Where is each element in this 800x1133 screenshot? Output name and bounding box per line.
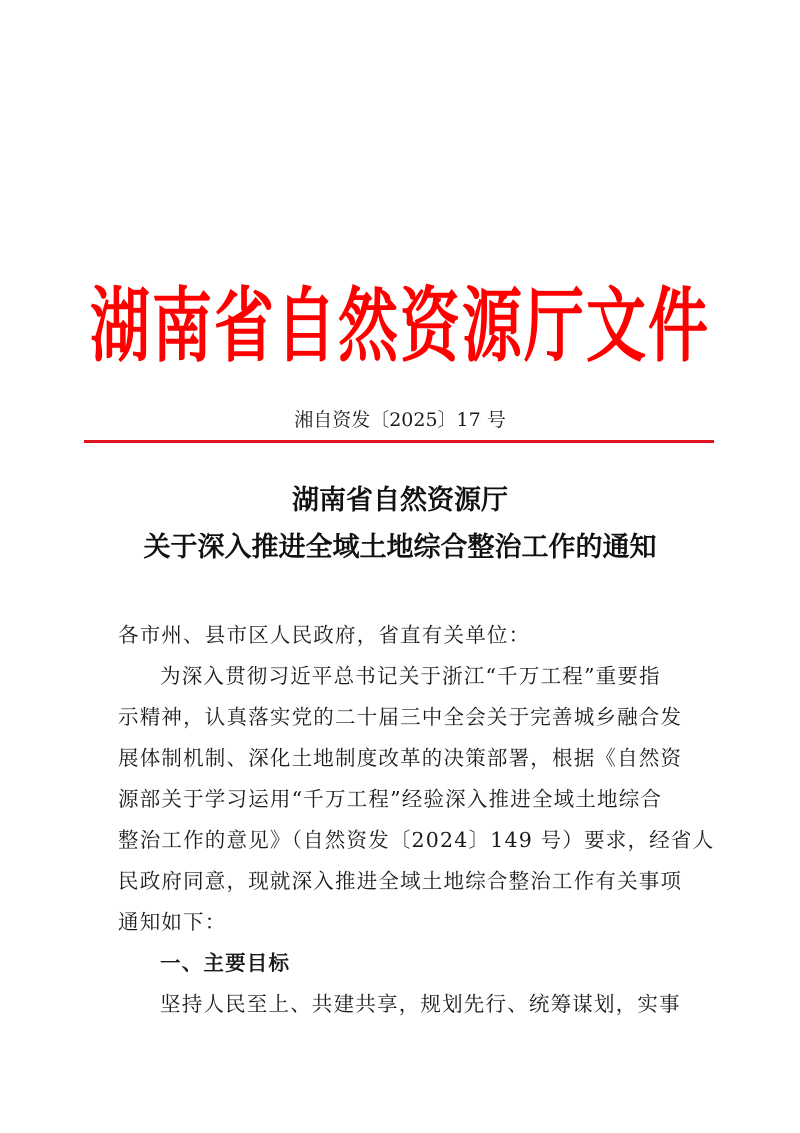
paragraph-line: 通知如下： (118, 910, 227, 934)
masthead-title: 湖南省自然资源厅文件 (90, 279, 710, 375)
addressee-line: 各市州、县市区人民政府，省直有关单位： (118, 623, 531, 647)
paragraph-line: 整治工作的意见》（自然资发〔2024〕149 号）要求，经省人 (118, 828, 715, 852)
paragraph-line: 坚持人民至上、共建共享，规划先行、统筹谋划，实事 (160, 992, 681, 1016)
paragraph-line: 民政府同意，现就深入推进全域土地综合整治工作有关事项 (118, 869, 683, 893)
paragraph-line: 展体制机制、深化土地制度改革的决策部署，根据《自然资 (118, 746, 683, 770)
paragraph-line: 源部关于学习运用“千万工程”经验深入推进全域土地综合 (118, 787, 663, 811)
document-number: 湘自资发〔2025〕17 号 (294, 409, 506, 431)
paragraph-line: 为深入贯彻习近平总书记关于浙江“千万工程”重要指 (160, 664, 661, 688)
notice-title-line-1: 湖南省自然资源厅 (292, 485, 508, 516)
paragraph-line: 示精神，认真落实党的二十届三中全会关于完善城乡融合发 (118, 705, 683, 729)
red-divider-line (84, 440, 714, 443)
notice-title-line-2: 关于深入推进全域土地综合整治工作的通知 (143, 532, 657, 563)
section-heading: 一、主要目标 (160, 951, 291, 975)
